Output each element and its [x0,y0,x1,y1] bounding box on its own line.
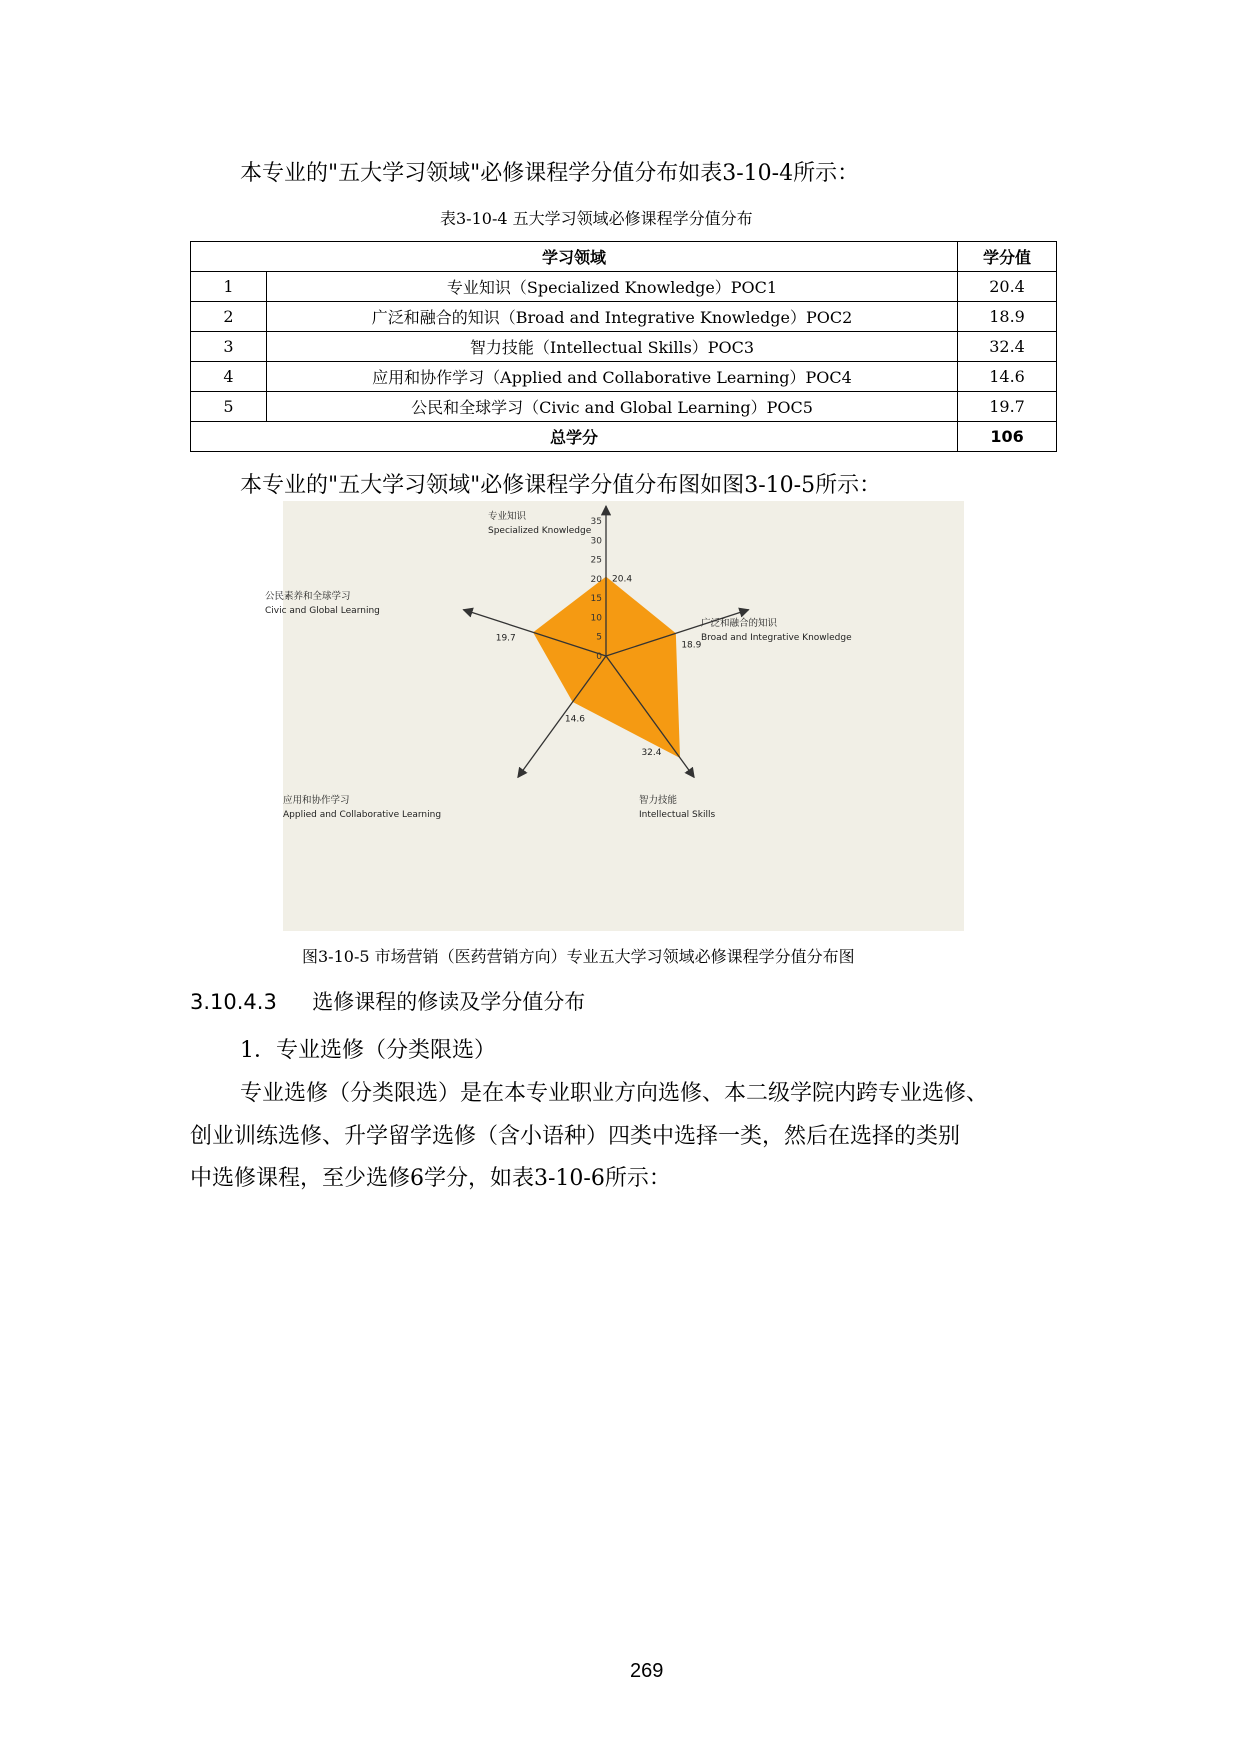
row-credit: 18.9 [958,302,1057,332]
row-number: 5 [191,392,267,422]
total-value: 106 [958,422,1057,452]
tick-label: 0 [596,652,602,662]
tick-label: 5 [596,632,602,643]
section-title: 选修课程的修读及学分值分布 [312,990,586,1014]
tick-label: 35 [590,517,602,527]
table-row [191,272,1057,302]
axis-label-en: Civic and Global Learning [265,606,380,616]
tick-label: 10 [590,613,602,624]
value-label: 20.4 [612,574,633,585]
row-credit: 20.4 [958,272,1057,302]
value-label: 14.6 [564,714,585,725]
row-number: 2 [191,302,267,332]
axis-label-en: Specialized Knowledge [488,526,592,536]
figure-caption: 图3-10-5 市场营销（医药营销方向）专业五大学习领域必修课程学分值分布图 [302,947,855,966]
row-credit: 32.4 [958,332,1057,362]
row-domain: 应用和协作学习（Applied and Collaborative Learning）POC4 [267,362,958,392]
tick-label: 25 [590,555,602,566]
tick-label: 30 [590,536,602,547]
row-domain: 广泛和融合的知识（Broad and Integrative Knowledge）POC2 [267,302,958,332]
axis-label-zh: 应用和协作学习 [283,795,350,806]
table-caption: 表3-10-4 五大学习领域必修课程学分值分布 [440,209,753,228]
row-domain: 公民和全球学习（Civic and Global Learning）POC5 [267,392,958,422]
total-label: 总学分 [191,422,958,452]
section-number: 3.10.4.3 [190,990,277,1014]
table-row [191,302,1057,332]
row-credit: 14.6 [958,362,1057,392]
axis-label-zh: 智力技能 [639,795,678,806]
row-domain: 智力技能（Intellectual Skills）POC3 [267,332,958,362]
row-number: 1 [191,272,267,302]
sub-item-title: 1．专业选修（分类限选） [240,1038,496,1063]
value-label: 18.9 [681,640,702,651]
tick-label: 20 [590,574,602,585]
page-number: 269 [630,1660,664,1682]
row-number: 4 [191,362,267,392]
tick-label: 15 [590,594,602,605]
axis-label-zh: 广泛和融合的知识 [701,618,778,629]
table-row [191,362,1057,392]
section-heading [190,986,585,1016]
axis-label-en: Applied and Collaborative Learning [283,810,442,820]
table-row [191,332,1057,362]
axis-label-zh: 专业知识 [488,511,527,522]
radar-chart [265,501,964,931]
axis-label-en: Intellectual Skills [639,810,716,820]
body-line: 专业选修（分类限选）是在本专业职业方向选修、本二级学院内跨专业选修、 [240,1081,989,1106]
value-label: 32.4 [641,748,662,759]
axis-label-zh: 公民素养和全球学习 [265,591,351,602]
value-label: 19.7 [495,633,516,644]
body-line: 中选修课程，至少选修6学分，如表3-10-6所示： [190,1166,671,1191]
table-header-row [191,242,1057,272]
table-intro-text: 本专业的"五大学习领域"必修课程学分值分布如表3-10-4所示： [240,161,860,186]
table-row [191,392,1057,422]
body-line: 创业训练选修、升学留学选修（含小语种）四类中选择一类，然后在选择的类别 [190,1124,961,1149]
header-credit: 学分值 [958,242,1057,272]
row-number: 3 [191,332,267,362]
figure-intro-text: 本专业的"五大学习领域"必修课程学分值分布图如图3-10-5所示： [240,473,882,498]
header-domain: 学习领域 [191,242,958,272]
row-domain: 专业知识（Specialized Knowledge）POC1 [267,272,958,302]
table-total-row [191,422,1057,452]
credits-table [190,241,1057,452]
axis-label-en: Broad and Integrative Knowledge [701,633,852,643]
row-credit: 19.7 [958,392,1057,422]
